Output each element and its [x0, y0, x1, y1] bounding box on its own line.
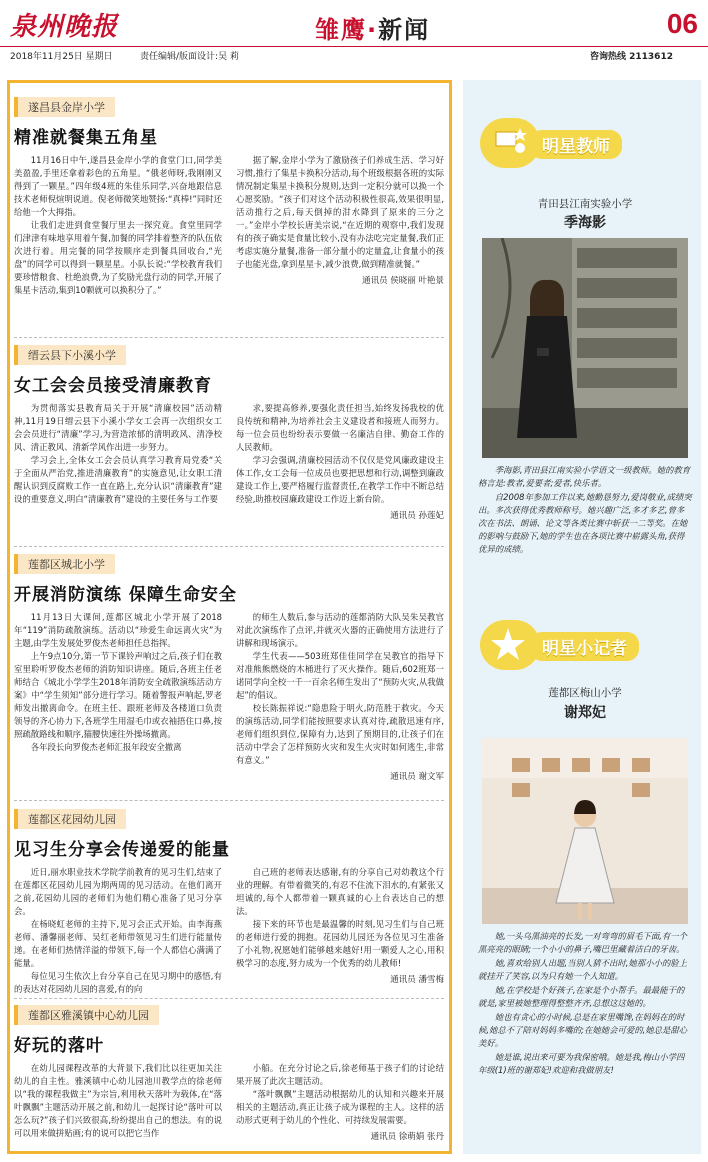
article-kicker: 遂昌县金岸小学: [14, 97, 115, 117]
issue-date: 2018年11月25日 星期日: [10, 52, 113, 62]
article-column: [14, 154, 222, 297]
paragraph: 学生代表——503班郑佳佳同学在吴教官的指导下对准熊熊燃烧的木桶进行了灭火操作。随后,602班郑一诺同学向全校一千一百余名师生发出了“预防火灾,从我做起”的倡议。: [236, 651, 444, 700]
paragraph: 近日,丽水职业技术学院学前教育的见习生们,结束了在莲都区花园幼儿园为期两周的见习活动。在他们离开之前,花园幼儿园的老师们为他们精心准备了见习分享会。: [14, 867, 222, 916]
paragraph: 学习会上,全体女工会会员认真学习教育局党委“关于全面从严治党,推进清廉教育”的实施意见,让女职工清醒认识到反腐败工作一直在路上,充分认识“清廉教育”建设的重要意义,明白“清廉教育”建设的主要任务与工作要: [14, 455, 222, 504]
paragraph: 11月16日中午,遂昌县金岸小学的食堂门口,同学美美盈盈,手里还拿着彩色的五角星。“俄老师呀,我刚刚又得到了一颗星。”四年级4班的朱佳乐同学,兴奋地跟信息技术老师倪煊明说道。倪老师微笑地赞扬:“真棒!”同时还给他一个大拇指。: [14, 155, 222, 217]
paragraph: 为贯彻落实县教育局关于开展“清廉校园”活动精神,11月19日缙云县下小溪小学女工会再一次组织女工会会员进行“清廉”学习,为营造浓郁的清明政风、清净校风、清正教风、清新学风作出进一步努力。: [14, 403, 222, 452]
paragraph: 她是谁,说出来可要为我保密哦。她是我,梅山小学四年级(1)班的谢郑妃!欢迎和我做朋友!: [478, 1052, 685, 1075]
star-reporter-banner: [480, 620, 690, 670]
teacher-bio: [478, 464, 692, 557]
article-jinan: [14, 96, 444, 297]
reporter-name: 谢郑妃: [564, 705, 606, 721]
article-kicker: 莲都区雅溪镇中心幼儿园: [14, 1005, 159, 1025]
divider: [14, 546, 444, 547]
article-kicker: 莲都区城北小学: [14, 554, 115, 574]
byline: 通讯员 侯晓丽 叶艳景: [362, 276, 444, 286]
paragraph: 她,在学校是个好孩子,在家是个小帮手。最最能干的就是,家里被她整理得整整齐齐,总想这这她的。: [478, 985, 685, 1008]
article-column: [14, 611, 222, 784]
masthead: [0, 0, 708, 62]
newspaper-logo: 泉州晚报: [10, 12, 119, 42]
paragraph: 小船。在充分讨论之后,徐老师基于孩子们的讨论结果开展了此次主题活动。: [236, 1063, 444, 1086]
paragraph: 在杨晓虹老师的主持下,见习会正式开始。由李海燕老师、潘馨丽老师、吴红老师带领见习生们进行能量传递。在老师们热情洋溢的带领下,每一个人都信心满满了能量。: [14, 919, 222, 968]
paragraph: 在幼儿园课程改革的大背景下,我们比以往更加关注幼儿的自主性。雅溪镇中心幼儿园池川教学点的徐老师以“我的课程我做主”为宗旨,利用秋天落叶为载体,在“落叶飘飘”主题活动开展之前,和幼儿一起探讨论“落叶可以怎么玩?”孩子们兴致很高,纷纷提出自己的想法。有的说可以用来做拼贴画;有的说可以把它当作: [14, 1063, 222, 1138]
article-kicker: 缙云县下小溪小学: [14, 345, 126, 365]
paragraph: 接下来的环节也是最温馨的时刻,见习生们与自己班的老师进行爱的拥抱。花园幼儿园还为各位见习生准备了小礼物,祝愿她们能够越来越好!用一颗爱人之心,用积极学习的态度,努力成为一个优秀的幼儿教师!: [236, 919, 444, 968]
reporter-school: 莲都区梅山小学: [548, 687, 622, 699]
article-yaxi: [14, 1004, 444, 1144]
article-headline: 精准就餐集五角星: [14, 128, 158, 148]
paragraph: 自2008年参加工作以来,她勤恳努力,爱岗敬业,成绩突出。多次获得优秀教师称号。她兴趣广泛,多才多艺,曾多次在书法、朗诵、论文等各类比赛中斩获一二等奖。在她的影响与鼓励下,她的学生也在各项比赛中崭露头角,获得优异的成绩。: [478, 492, 692, 554]
section-title: [315, 10, 430, 45]
section-main: 雏鹰·: [315, 16, 379, 44]
byline: 通讯员 孙莲妃: [390, 511, 444, 521]
teacher-school: 青田县江南实验小学: [537, 198, 633, 210]
article-column: [236, 402, 444, 523]
paragraph: 的师生人数后,参与活动的莲都消防大队吴朱吴教官对此次演练作了点评,并就灭火器的正确使用方法进行了讲解和现场演示。: [236, 612, 444, 648]
paragraph: “落叶飘飘”主题活动根据幼儿的认知和兴趣来开展相关的主题活动,真正让孩子成为课程的主人。这样的活动形式更利于幼儿的个性化、可持续发展需要。: [236, 1089, 444, 1125]
article-column: [14, 1062, 222, 1144]
article-column: [236, 154, 444, 297]
paragraph: 她也有贪心的小时候,总是在家里嘴馋,在妈妈在的时候,她总不了陪对妈妈多嘴的;在她她会可爱的,她总是甜心美好。: [478, 1012, 688, 1048]
paragraph: 学习会强调,清廉校园活动不仅仅是党风廉政建设主体工作,女工会每一位成员也要把思想和行动,调整到廉政建设工作上,要严格履行监督责任,在教学工作中不断总结经验,助推校园廉政建设工作迈上新台阶。: [236, 455, 444, 504]
article-column: [14, 402, 222, 523]
article-column: [236, 611, 444, 784]
byline: 通讯员 潘雪梅: [390, 975, 444, 985]
banner-label: 明星小记者: [530, 632, 639, 661]
paragraph: 自己班的老师表达感谢,有的分享自己对幼教这个行业的理解。有带着微笑的,有忍不住流下泪水的,有紧张又坦诚的,每个人都带着一颗真诚的心上台表达自己的想法。: [236, 867, 444, 916]
hotline: 咨询热线 2113612: [590, 52, 673, 62]
paragraph: 她,一头乌黑油亮的长发,一对弯弯的眉毛下面,有一个黑亮亮的眼睛;一个小小的鼻子,嘴巴里藏着洁白的牙齿。: [478, 931, 688, 954]
reporter-photo: [482, 738, 688, 924]
article-kicker: 莲都区花园幼儿园: [14, 809, 126, 829]
page-number: 06: [666, 8, 698, 39]
banner-label: 明星教师: [530, 130, 622, 159]
divider: [14, 337, 444, 338]
paragraph: 让我们走进到食堂餐厅里去一探究竟。食堂里同学们津津有味地享用着午餐,加餐的同学排着整齐的队伍依次进行着。用完餐的同学按顺序走到餐具回收台,“光盘”的同学可以得到一颗星星。小队长说:“学校教育我们要珍惜粮食、杜绝浪费,为了奖励光盘行动的同学,开展了集星卡活动,集到10颗就可以换积分了。”: [14, 220, 222, 295]
paragraph: 各年段长向罗俊杰老师汇报年段安全撤离: [30, 742, 182, 752]
teacher-name: 季海影: [564, 215, 606, 231]
paragraph: 求,要提高修养,要强化责任担当,始终发扬我校的优良传统和精神,为培养社会主义建设者和接班人而努力。每一位会员也纷纷表示要做一名廉洁自律、勤奋工作的人民教师。: [236, 403, 444, 452]
article-headline: 好玩的落叶: [14, 1036, 104, 1056]
paragraph: 11月13日大课间,莲都区城北小学开展了2018年“119”消防疏散演练。活动以“珍爱生命远离火灾”为主题,由学生发展处罗俊杰老师担任总指挥。: [14, 612, 222, 648]
editors-credit: 责任编辑/版面设计:吴 莉: [140, 52, 239, 62]
article-headline: 女工会会员接受清廉教育: [14, 376, 212, 396]
article-headline: 见习生分享会传递爱的能量: [14, 840, 230, 860]
paragraph: 上午9点10分,第一节下课铃声响过之后,孩子们在教室里聆听罗俊杰老师的消防知识讲座。随后,各班主任老师结合《城北小学学生2018年消防安全疏散演练活动方案》中“学生须知”部分进行学习。随着警报声响起,罗老师发出撤离命令。在班主任、跟班老师及各楼道口负责领导的齐心协力下,各班学生用湿毛巾或衣袖捂住口鼻,按照疏散路线和顺序,猫腰快速往外操场撤离。: [14, 651, 222, 739]
byline: 通讯员 谢文军: [390, 772, 444, 782]
divider: [14, 800, 444, 801]
dateline: [0, 46, 708, 63]
reporter-bio: [478, 930, 692, 1078]
byline: 通讯员 徐萌娟 张丹: [370, 1132, 444, 1142]
paragraph: 季海影,青田县江南实验小学语文一级教师。她的教育格言是:教者,爱要者;爱者,快乐者。: [478, 465, 691, 488]
article-huayuan: [14, 808, 444, 996]
paragraph: 每位见习生依次上台分享自己在见习期中的感悟,有的表达对花园幼儿园的喜爱,有的向: [14, 971, 222, 994]
article-column: [236, 1062, 444, 1144]
paragraph: 校长陈振祥说:“隐患险于明火,防范胜于救灾。今天的演练活动,同学们能按照要求认真对待,疏散迅速有序,老师们组织到位,保障有力,达到了预期目的,让孩子们在活动中学会了怎样预防火灾和发生火灾时如何逃生,非常有意义。”: [236, 703, 444, 765]
article-column: [236, 866, 444, 996]
paragraph: 据了解,金岸小学为了激励孩子们养成生活、学习好习惯,推行了集星卡换积分活动,每个班级根据各班的实际情况制定集星卡换积分规则,达到一定积分就可以换一个心愿奖励。“孩子们对这个活动积极性很高,效果很明显,活动推行之后,每天倒掉的泔水降到了原来的三分之一。”金岸小学校长唐美宗说,“在近期的观察中,我们发现有的孩子确实是食量比较小,没有办法吃完定量餐,我们正考虑实施分量餐,准备一部分量小的定量盒,让食量小的孩子也能光盘,拿到星星卡,减少浪费,做到精准就餐。”: [236, 155, 444, 269]
article-chengbei: [14, 553, 444, 784]
star-teacher-banner: [480, 118, 690, 168]
article-headline: 开展消防演练 保障生命安全: [14, 585, 237, 605]
paragraph: 她,喜欢给别人出题,当别人猜不出时,她那小小的脸上就挂开了笑容,以为只有她一个人知道。: [478, 958, 688, 981]
article-xiaoxi: [14, 344, 444, 523]
article-column: [14, 866, 222, 996]
section-sub: 新闻: [378, 16, 431, 44]
teacher-photo: [482, 238, 688, 458]
divider: [14, 998, 444, 999]
